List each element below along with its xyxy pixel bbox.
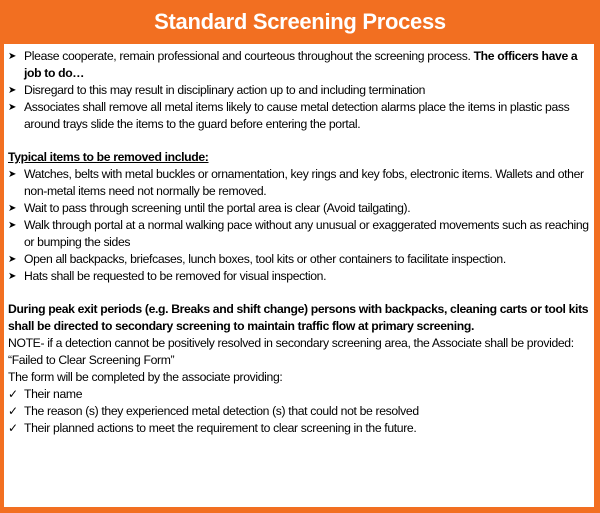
form-item <box>8 386 590 403</box>
typical-item <box>8 268 590 285</box>
note-text: NOTE- if a detection cannot be positively resolved in secondary screening area, the Associate shall be provided: “Failed to Clear Screening Form” <box>8 336 574 367</box>
arrow-bullet-icon: ➤ <box>8 85 17 96</box>
arrow-bullet-icon: ➤ <box>8 169 17 180</box>
typical-item-text: Walk through portal at a normal walking pace without any unusual or exaggerated movements such as reaching or bumping the sides <box>24 218 589 249</box>
content-panel <box>4 44 594 507</box>
intro-item <box>8 82 590 99</box>
arrow-bullet-icon: ➤ <box>8 220 17 231</box>
intro-item <box>8 99 590 133</box>
arrow-bullet-icon: ➤ <box>8 51 17 62</box>
form-item <box>8 403 590 420</box>
peak-period-text <box>8 301 590 335</box>
form-item-text: Their name <box>24 387 83 401</box>
checkmark-icon: ✓ <box>8 404 18 418</box>
typical-item <box>8 166 590 200</box>
checkmark-icon: ✓ <box>8 421 18 435</box>
form-item-text: Their planned actions to meet the requirement to clear screening in the future. <box>24 421 417 435</box>
checkmark-icon: ✓ <box>8 387 18 401</box>
spacer <box>8 133 590 149</box>
intro-text: Please cooperate, remain professional and courteous throughout the screening process. <box>24 49 474 63</box>
intro-text: Disregard to this may result in disciplinary action up to and including termination <box>24 83 426 97</box>
typical-heading: Typical items to be removed include: <box>8 150 209 164</box>
typical-item-text: Watches, belts with metal buckles or ornamentation, key rings and key fobs, electronic items. Wallets and other non-metal items need not normally be removed. <box>24 167 584 198</box>
typical-item-text: Wait to pass through screening until the portal area is clear (Avoid tailgating). <box>24 201 411 215</box>
form-item-text: The reason (s) they experienced metal detection (s) that could not be resolved <box>24 404 419 418</box>
typical-item <box>8 217 590 251</box>
arrow-bullet-icon: ➤ <box>8 271 17 282</box>
arrow-bullet-icon: ➤ <box>8 102 17 113</box>
intro-text: Associates shall remove all metal items likely to cause metal detection alarms place the items in plastic pass around trays slide the items to the guard before entering the portal. <box>24 100 570 131</box>
intro-bold-text: The officers have a job to do… <box>24 49 578 80</box>
arrow-bullet-icon: ➤ <box>8 254 17 265</box>
typical-item-text: Open all backpacks, briefcases, lunch boxes, tool kits or other containers to facilitate inspection. <box>24 252 506 266</box>
form-intro-text: The form will be completed by the associate providing: <box>8 370 283 384</box>
typical-item-text: Hats shall be requested to be removed for visual inspection. <box>24 269 327 283</box>
spacer <box>8 285 590 301</box>
typical-item <box>8 200 590 217</box>
form-item <box>8 420 590 437</box>
peak-period-bold: During peak exit periods (e.g. Breaks and shift change) persons with backpacks, cleaning carts or tool kits shall be directed to secondary screening to maintain traffic flow at primary screening. <box>8 302 589 333</box>
typical-item <box>8 251 590 268</box>
page-title: Standard Screening Process <box>154 9 446 34</box>
arrow-bullet-icon: ➤ <box>8 203 17 214</box>
intro-item <box>8 48 590 82</box>
